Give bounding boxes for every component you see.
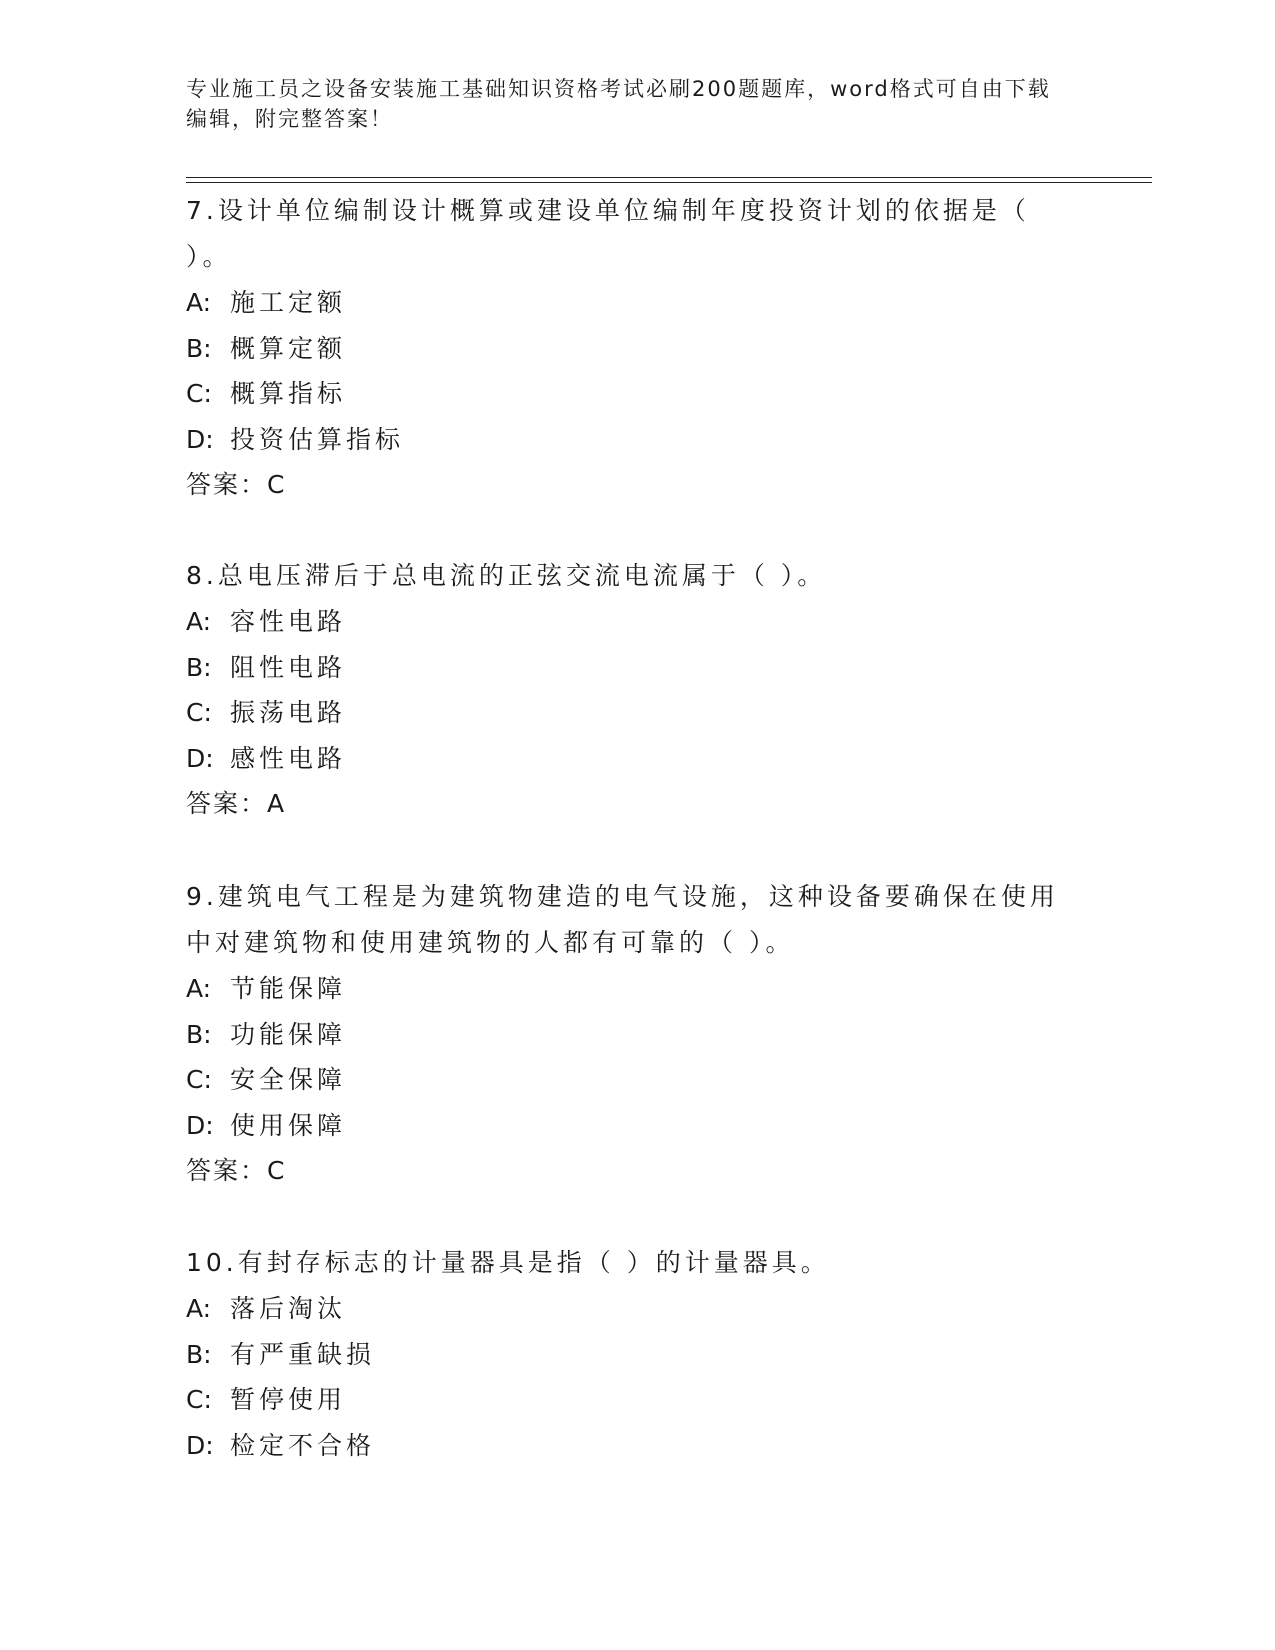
option-text: 感性电路 [230, 743, 347, 773]
option-b [186, 645, 1066, 691]
option-a [186, 1286, 1066, 1332]
option-key: D: [186, 424, 214, 454]
option-a [186, 599, 1066, 645]
question-7 [186, 188, 1066, 507]
option-text: 安全保障 [230, 1065, 347, 1094]
option-key: C: [186, 1385, 212, 1414]
option-d [186, 736, 1066, 782]
option-a [186, 280, 1066, 326]
option-text: 施工定额 [230, 288, 347, 317]
option-text: 功能保障 [230, 1019, 347, 1049]
question-9 [186, 874, 1066, 1193]
option-key: A: [186, 1294, 212, 1323]
option-key: A: [186, 288, 212, 317]
option-c [186, 371, 1066, 417]
answer: 答案：C [186, 1156, 287, 1185]
option-text: 使用保障 [230, 1110, 347, 1140]
option-key: B: [186, 652, 212, 682]
option-c [186, 690, 1066, 736]
option-text: 概算指标 [230, 379, 347, 408]
option-c [186, 1057, 1066, 1103]
option-key: D: [186, 1110, 214, 1140]
option-key: B: [186, 333, 212, 363]
option-key: B: [186, 1339, 212, 1369]
option-text: 检定不合格 [230, 1430, 376, 1460]
option-key: D: [186, 743, 214, 773]
option-key: C: [186, 379, 212, 408]
header-divider-bottom [186, 182, 1152, 183]
option-d [186, 1423, 1066, 1469]
option-text: 容性电路 [230, 607, 347, 636]
question-8 [186, 553, 1066, 826]
answer: 答案：A [186, 789, 287, 818]
option-text: 振荡电路 [230, 698, 347, 727]
header-divider-top [186, 177, 1152, 178]
answer: 答案：C [186, 470, 287, 499]
option-key: A: [186, 607, 212, 636]
document-intro: 专业施工员之设备安装施工基础知识资格考试必刷200题题库，word格式可自由下载编辑，附完整答案！ [186, 77, 1051, 131]
option-b [186, 1012, 1066, 1058]
option-text: 有严重缺损 [230, 1339, 376, 1369]
option-key: B: [186, 1019, 212, 1049]
question-stem: 8.总电压滞后于总电流的正弦交流电流属于（ ）。 [186, 561, 827, 590]
option-key: C: [186, 698, 212, 727]
option-text: 暂停使用 [230, 1385, 347, 1414]
option-d [186, 1103, 1066, 1149]
option-text: 投资估算指标 [230, 424, 405, 454]
option-b [186, 1332, 1066, 1378]
option-key: D: [186, 1430, 214, 1460]
option-b [186, 326, 1066, 372]
option-text: 节能保障 [230, 974, 347, 1003]
option-key: A: [186, 974, 212, 1003]
option-d [186, 417, 1066, 463]
option-a [186, 966, 1066, 1012]
option-c [186, 1377, 1066, 1423]
option-text: 阻性电路 [230, 652, 347, 682]
option-key: C: [186, 1065, 212, 1094]
question-10 [186, 1240, 1066, 1468]
option-text: 概算定额 [230, 333, 347, 363]
question-stem: 7.设计单位编制设计概算或建设单位编制年度投资计划的依据是（ ）。 [186, 196, 1030, 271]
option-text: 落后淘汰 [230, 1294, 347, 1323]
question-stem: 10.有封存标志的计量器具是指（ ）的计量器具。 [186, 1248, 830, 1277]
question-stem: 9.建筑电气工程是为建筑物建造的电气设施，这种设备要确保在使用中对建筑物和使用建筑物的人都有可靠的（ ）。 [186, 882, 1059, 957]
